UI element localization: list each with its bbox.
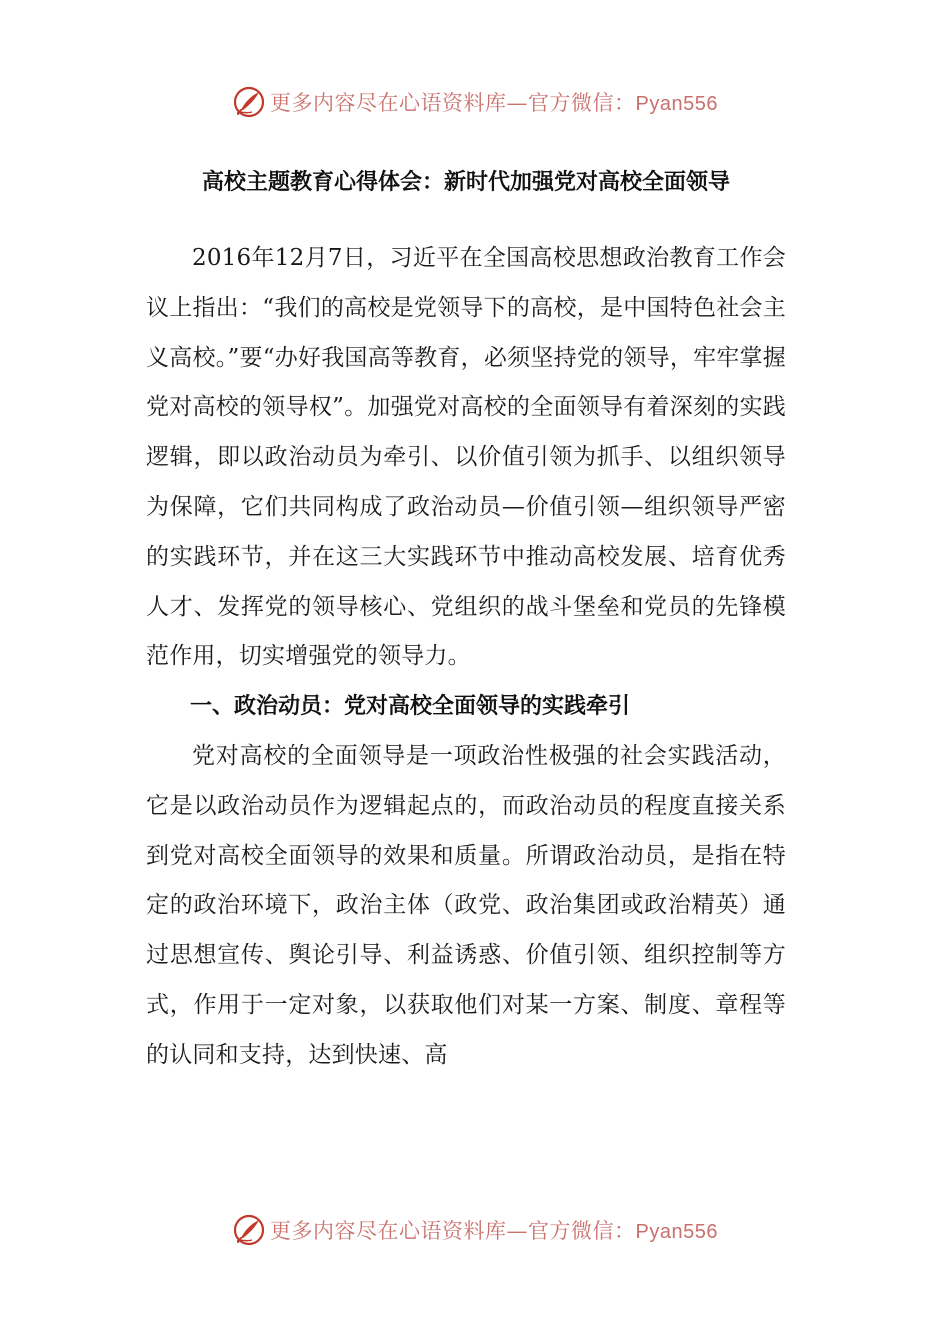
watermark-text: 更多内容尽在心语资料库—官方微信：Pyan556 — [270, 1219, 718, 1243]
watermark-banner-top — [0, 80, 950, 124]
document-body — [146, 168, 786, 1081]
watermark-text: 更多内容尽在心语资料库—官方微信：Pyan556 — [270, 91, 718, 115]
intro-paragraph: 2016年12月7日，习近平在全国高校思想政治教育工作会议上指出：“我们的高校是党领导下的高校，是中国特色社会主义高校。”要“办好我国高等教育，必须坚持党的领导，牢牢掌握党对高校的领导权”。加强党对高校的全面领导有着深刻的实践逻辑，即以政治动员为牵引、以价值引领为抓手、以组织领导为保障，它们共同构成了政治动员—价值引领—组织领导严密的实践环节，并在这三大实践环节中推动高校发展、培育优秀人才、发挥党的领导核心、党组织的战斗堡垒和党员的先锋模范作用，切实增强党的领导力。 — [146, 245, 786, 670]
watermark-wechat-id: Pyan556 — [635, 93, 718, 115]
quill-pen-logo-icon — [232, 85, 266, 119]
watermark-banner-bottom — [0, 1208, 950, 1252]
quill-pen-logo-icon — [232, 1213, 266, 1247]
document-title: 高校主题教育心得体会：新时代加强党对高校全面领导 — [201, 170, 730, 195]
section-1-heading: 一、政治动员：党对高校全面领导的实践牵引 — [190, 694, 631, 720]
section-1-paragraph: 党对高校的全面领导是一项政治性极强的社会实践活动，它是以政治动员作为逻辑起点的，而政治动员的程度直接关系到党对高校全面领导的效果和质量。所谓政治动员，是指在特定的政治环境下，政治主体（政党、政治集团或政治精英）通过思想宣传、舆论引导、利益诱惑、价值引领、组织控制等方式，作用于一定对象，以获取他们对某一方案、制度、章程等的认同和支持，达到快速、高 — [146, 742, 786, 1068]
watermark-wechat-id: Pyan556 — [635, 1221, 718, 1243]
